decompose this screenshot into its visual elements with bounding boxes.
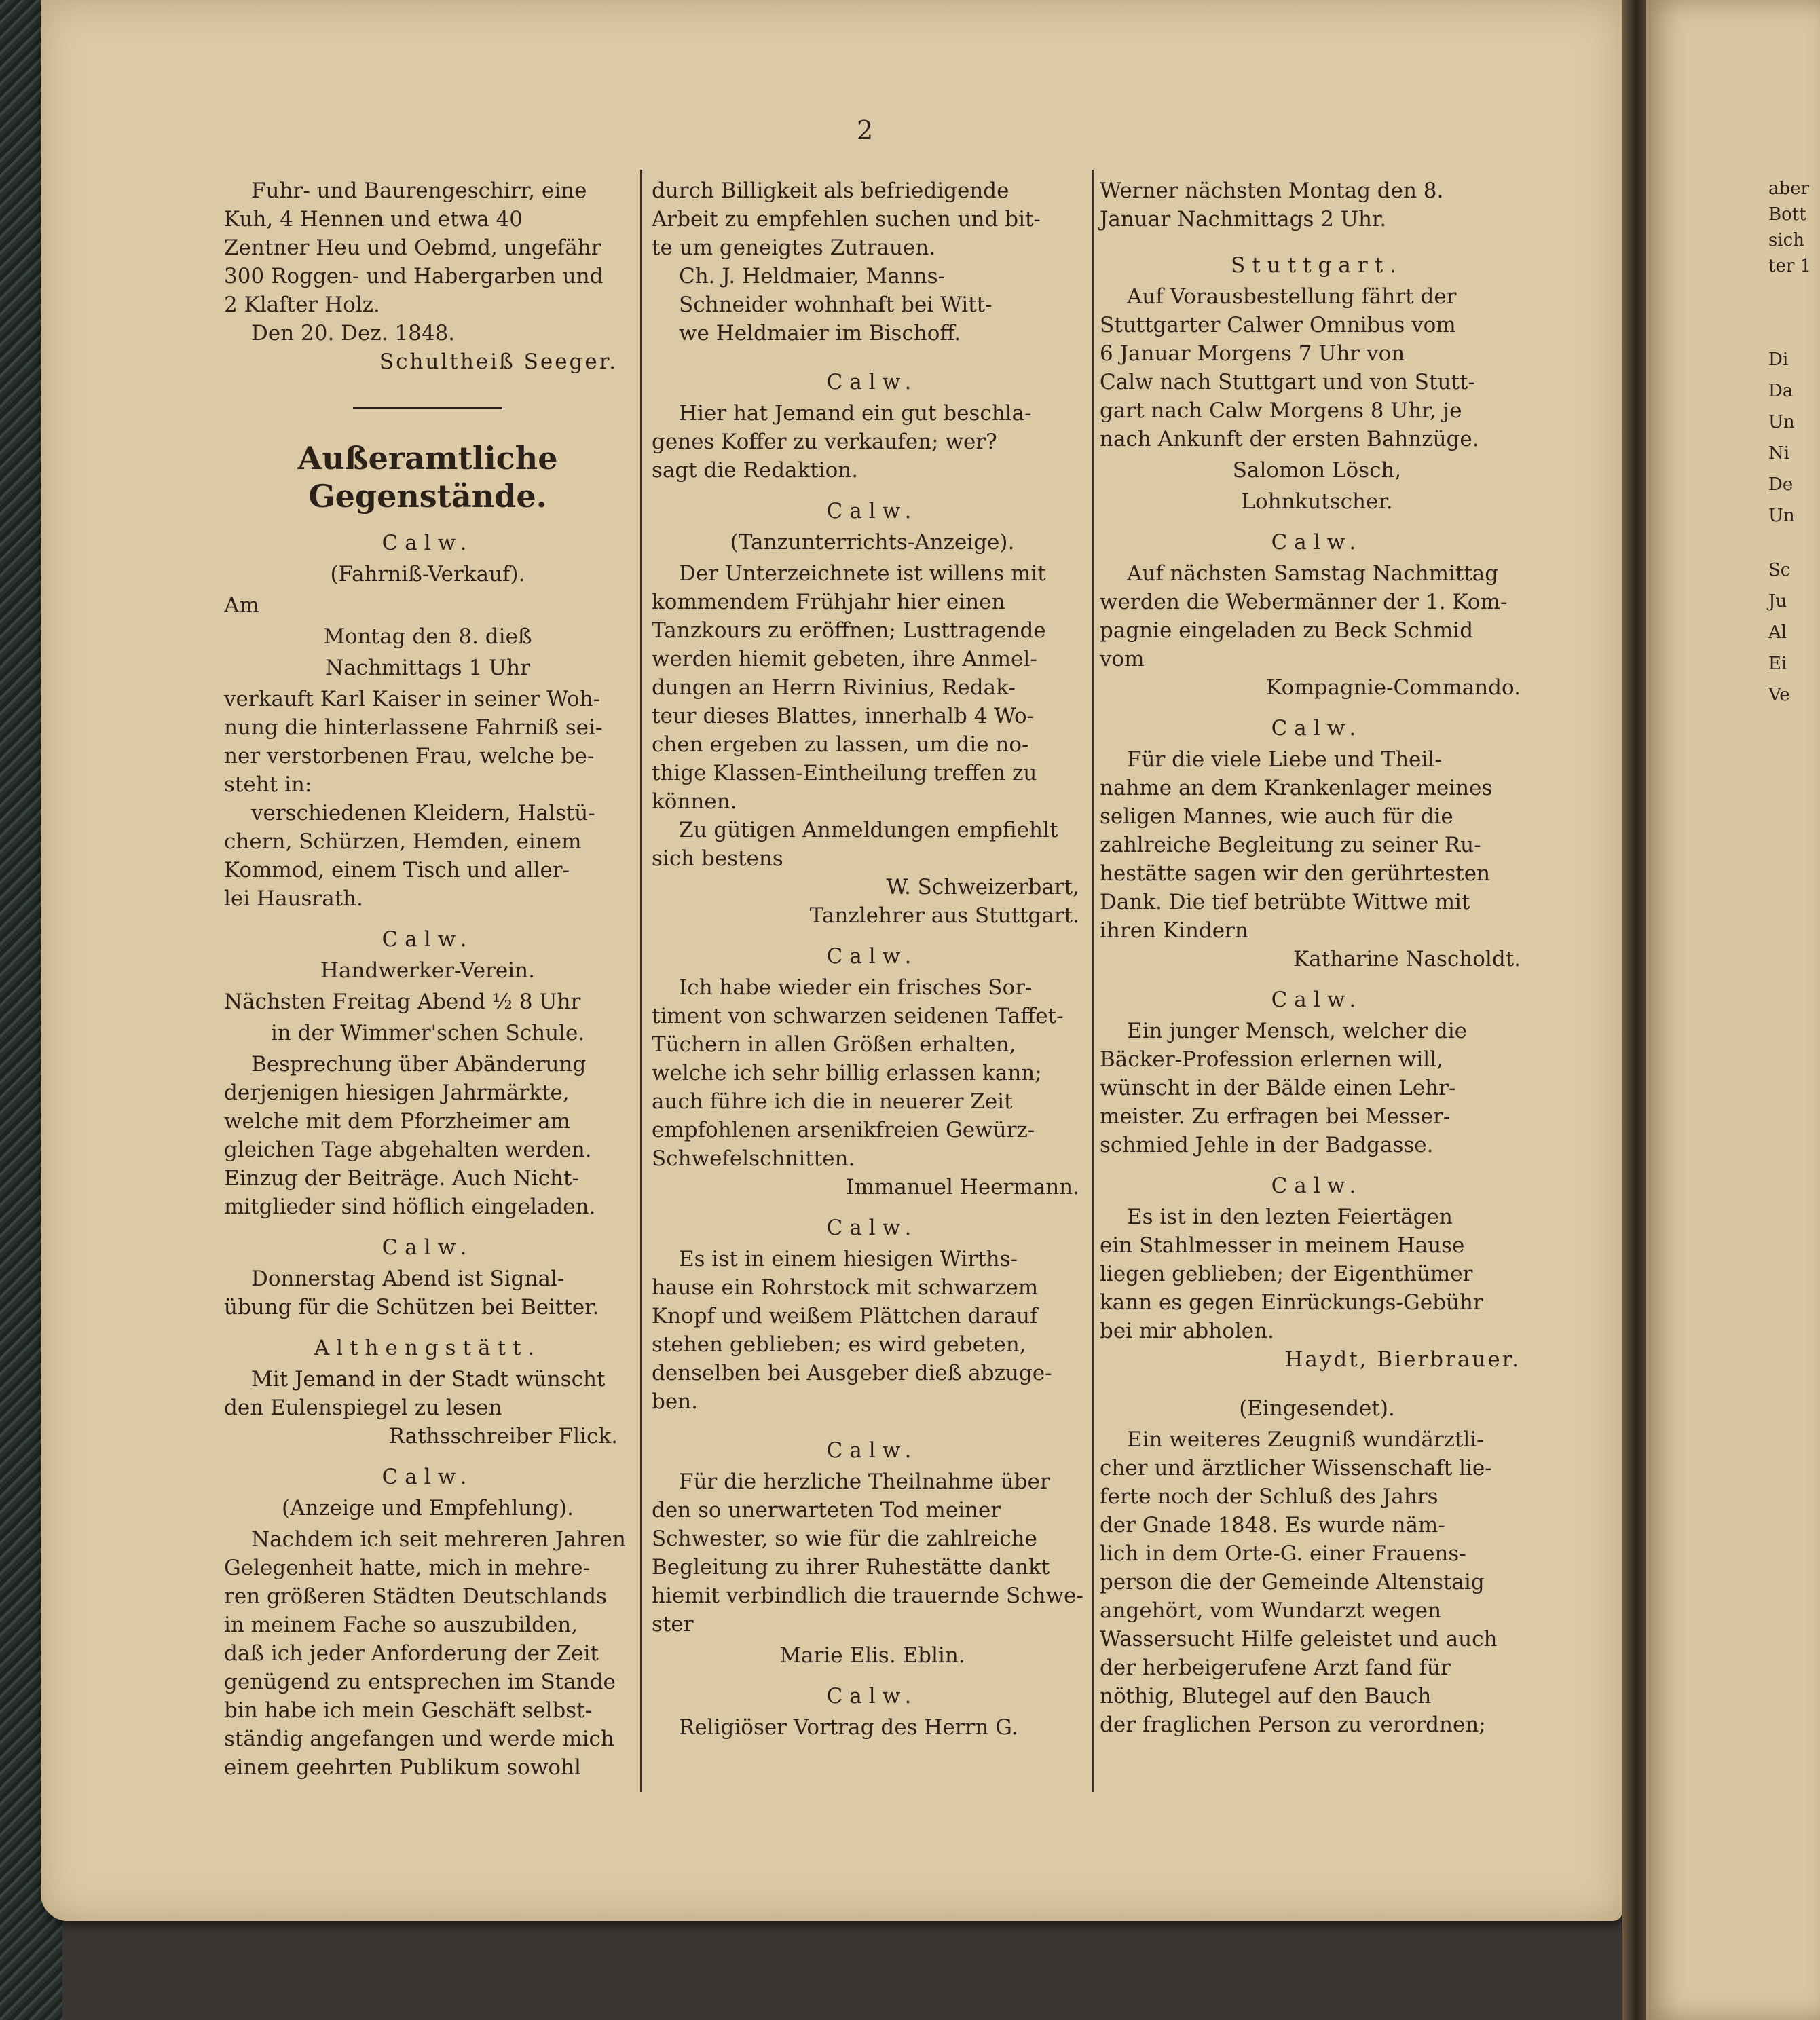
text-line: werden die Webermänner der 1. Kom- [1100, 590, 1508, 614]
notice-signature: Tanzlehrer aus Stuttgart. [809, 903, 1079, 928]
text-line: genügend zu entsprechen im Stande [224, 1670, 616, 1694]
section-rule [353, 407, 502, 409]
notice-signature: Schneider wohnhaft bei Witt- [679, 293, 992, 317]
text-line: ner verstorbenen Frau, welche be- [224, 744, 595, 768]
text-line: verkauft Karl Kaiser in seiner Woh- [224, 687, 601, 711]
text-line: Es ist in den lezten Feiertägen [1127, 1205, 1453, 1229]
text-line: Für die viele Liebe und Theil- [1127, 747, 1442, 772]
next-page-fragment: ter 1 [1768, 256, 1812, 276]
notice-signature: Katharine Nascholdt. [1293, 947, 1521, 971]
notice [652, 497, 1093, 930]
text-line: kommendem Frühjahr hier einen [652, 590, 1005, 614]
text-line: Auf nächsten Samstag Nachmittag [1127, 561, 1499, 586]
text-line: lich in dem Orte-G. einer Frauens- [1100, 1541, 1466, 1566]
column-divider [640, 170, 642, 1792]
text-line: ster [652, 1612, 694, 1636]
text-line: auch führe ich die in neuerer Zeit [652, 1089, 1013, 1114]
text-line: Tüchern in allen Größen erhalten, [652, 1032, 1016, 1057]
text-line: Ich habe wieder ein frisches Sor- [679, 975, 1033, 1000]
next-page-fragment: Di [1768, 350, 1789, 370]
text-line: der Gnade 1848. Es wurde näm- [1100, 1513, 1445, 1537]
text-line: Kommod, einem Tisch und aller- [224, 858, 570, 882]
text-line: dungen an Herrn Rivinius, Redak- [652, 675, 1016, 700]
text-line: empfohlenen arsenikfreien Gewürz- [652, 1118, 1035, 1142]
notice [652, 1436, 1093, 1670]
next-page-fragment: Sc [1768, 560, 1791, 580]
text-line: thige Klassen-Eintheilung treffen zu [652, 761, 1037, 785]
text-line: durch Billigkeit als befriedigende [652, 179, 1009, 203]
text-line: pagnie eingeladen zu Beck Schmid [1100, 618, 1474, 643]
text-line: ben. [652, 1389, 699, 1414]
text-line: schmied Jehle in der Badgasse. [1100, 1133, 1434, 1157]
text-line: Für die herzliche Theilnahme über [679, 1470, 1050, 1494]
text-line: denselben bei Ausgeber dieß abzuge- [652, 1361, 1052, 1385]
text-line: der fraglichen Person zu verordnen; [1100, 1713, 1486, 1737]
text-line: in der Wimmer'schen Schule. [270, 1021, 585, 1045]
notice-place: Calw. [382, 927, 474, 952]
text-line: Nächsten Freitag Abend ½ 8 Uhr [224, 990, 581, 1014]
text-line: Bäcker-Profession erlernen will, [1100, 1047, 1443, 1072]
notice-subtitle: (Eingesendet). [1239, 1396, 1395, 1421]
text-line: übung für die Schützen bei Beitter. [224, 1295, 599, 1320]
notice-continuation [652, 176, 1093, 348]
text-line: Knopf und weißem Plättchen darauf [652, 1304, 1038, 1328]
text-line: vom [1100, 647, 1145, 671]
text-line: mitglieder sind höflich eingeladen. [224, 1195, 596, 1219]
next-page-fragment: De [1768, 474, 1794, 495]
text-line: bin habe ich mein Geschäft selbst- [224, 1698, 593, 1723]
text-line: Dank. Die tief betrübte Wittwe mit [1100, 890, 1470, 914]
notice-place: Calw. [826, 944, 918, 969]
text-line: derjenigen hiesigen Jahrmärkte, [224, 1081, 570, 1105]
text-line: Fuhr- und Baurengeschirr, eine [251, 179, 587, 203]
notice [224, 1233, 631, 1322]
text-line: angehört, vom Wundarzt wegen [1100, 1598, 1442, 1623]
notice [1100, 986, 1534, 1159]
text-line: können. [652, 789, 737, 814]
adjacent-page-edge [1646, 0, 1820, 2020]
text-line: seligen Mannes, wie auch für die [1100, 804, 1453, 829]
text-line: nahme an dem Krankenlager meines [1100, 776, 1493, 800]
notice [224, 925, 631, 1221]
text-line: Kuh, 4 Hennen und etwa 40 [224, 207, 523, 231]
text-line: gleichen Tage abgehalten werden. [224, 1138, 592, 1162]
notice [1100, 251, 1534, 516]
text-line: Schwester, so wie für die zahlreiche [652, 1527, 1037, 1551]
next-page-fragment: Ni [1768, 443, 1790, 464]
text-line: stehen geblieben; es wird gebeten, [652, 1332, 1026, 1357]
text-line: Auf Vorausbestellung fährt der [1127, 284, 1457, 309]
notice [652, 1214, 1093, 1416]
text-line: verschiedenen Kleidern, Halstü- [251, 801, 595, 825]
notice-signature: Marie Elis. Eblin. [779, 1643, 965, 1668]
text-line: 2 Klafter Holz. [224, 293, 380, 317]
text-line: chen ergeben zu lassen, um die no- [652, 732, 1029, 757]
text-line: zahlreiche Begleitung zu seiner Ru- [1100, 833, 1481, 857]
text-line: Calw nach Stuttgart und von Stutt- [1100, 370, 1475, 394]
notice-place: Calw. [826, 499, 918, 523]
notice [1100, 714, 1534, 973]
text-line: Besprechung über Abänderung [251, 1052, 587, 1077]
text-line: 6 Januar Morgens 7 Uhr von [1100, 341, 1405, 366]
notice-place: Calw. [1271, 988, 1363, 1012]
notice [224, 1463, 631, 1782]
text-line: Wassersucht Hilfe geleistet und auch [1100, 1627, 1498, 1651]
notice [1100, 1394, 1534, 1739]
text-line: nöthig, Blutegel auf den Bauch [1100, 1684, 1432, 1708]
notice-date: Den 20. Dez. 1848. [251, 321, 456, 345]
notice [1100, 1172, 1534, 1374]
text-line: Religiöser Vortrag des Herrn G. [679, 1715, 1018, 1740]
text-line: Schwefelschnitten. [652, 1146, 855, 1171]
text-line: Einzug der Beiträge. Auch Nicht- [224, 1166, 579, 1191]
notice-signature: Ch. J. Heldmaier, Manns- [679, 264, 946, 288]
notice-signature: Immanuel Heermann. [846, 1175, 1079, 1199]
notice-place: Calw. [826, 370, 918, 394]
text-line: Ein weiteres Zeugniß wundärztli- [1127, 1427, 1484, 1452]
next-page-fragment: Al [1768, 622, 1787, 643]
text-line: cher und ärztlicher Wissenschaft lie- [1100, 1456, 1492, 1480]
text-line: Es ist in einem hiesigen Wirths- [679, 1247, 1018, 1271]
next-page-fragment: Ve [1768, 685, 1790, 705]
next-page-fragment: Da [1768, 381, 1794, 401]
notice-place: Calw. [826, 1438, 918, 1463]
next-page-fragment: aber [1768, 179, 1809, 199]
text-line: ihren Kindern [1100, 918, 1248, 943]
notice-signature: Haydt, Bierbrauer. [1284, 1347, 1521, 1372]
text-line: steht in: [224, 772, 312, 797]
text-line: lei Hausrath. [224, 886, 363, 911]
text-line: werden hiemit gebeten, ihre Anmel- [652, 647, 1037, 671]
text-line: hause ein Rohrstock mit schwarzem [652, 1275, 1039, 1300]
notice-place: Calw. [1271, 716, 1363, 741]
text-line: Zu gütigen Anmeldungen empfiehlt [679, 818, 1058, 842]
text-line: nung die hinterlassene Fahrniß sei- [224, 715, 603, 740]
text-line: Der Unterzeichnete ist willens mit [679, 561, 1046, 586]
text-line: meister. Zu erfragen bei Messer- [1100, 1104, 1451, 1129]
notice [652, 368, 1093, 485]
notice-place: Calw. [382, 1235, 474, 1260]
page-number: 2 [857, 115, 874, 145]
notice-place: Calw. [1271, 1174, 1363, 1198]
notice-signature: Rathsschreiber Flick. [388, 1424, 618, 1448]
column-3 [1100, 176, 1534, 1739]
notice-signature: W. Schweizerbart, [886, 875, 1079, 899]
notice-subtitle: (Tanzunterrichts-Anzeige). [730, 530, 1015, 555]
text-line: Hier hat Jemand ein gut beschla- [679, 401, 1032, 426]
text-line: liegen geblieben; der Eigenthümer [1100, 1262, 1473, 1286]
text-line: Nachmittags 1 Uhr [325, 656, 530, 680]
text-line: Werner nächsten Montag den 8. [1100, 179, 1444, 203]
notice-subtitle: (Fahrniß-Verkauf). [330, 562, 525, 586]
notice-signature: Lohnkutscher. [1241, 489, 1393, 514]
notice-subtitle: Handwerker-Verein. [320, 958, 535, 983]
text-line: 300 Roggen- und Habergarben und [224, 264, 603, 288]
text-line: Tanzkours zu eröffnen; Lusttragende [652, 618, 1046, 643]
text-line: ein Stahlmesser in meinem Hause [1100, 1233, 1465, 1258]
text-line: person die der Gemeinde Altenstaig [1100, 1570, 1485, 1594]
text-line: Ein junger Mensch, welcher die [1127, 1019, 1468, 1043]
next-page-fragment: Un [1768, 412, 1795, 432]
next-page-fragment: Ei [1768, 654, 1787, 674]
notice-place: Althengstätt. [314, 1336, 542, 1360]
notice-place: Calw. [826, 1216, 918, 1240]
text-line: timent von schwarzen seidenen Taffet- [652, 1004, 1064, 1028]
column-1 [224, 176, 631, 1782]
notice [224, 529, 631, 913]
notice-place: Calw. [382, 531, 474, 555]
text-line: den so unerwarteten Tod meiner [652, 1498, 1001, 1522]
text-line: ren größeren Städten Deutschlands [224, 1584, 607, 1609]
notice-signature: Kompagnie-Commando. [1266, 675, 1521, 700]
text-line: wünscht in der Bälde einen Lehr- [1100, 1076, 1456, 1100]
text-line: Stuttgarter Calwer Omnibus vom [1100, 313, 1456, 337]
text-line: Nachdem ich seit mehreren Jahren [251, 1527, 626, 1552]
text-line: hiemit verbindlich die trauernde Schwe- [652, 1584, 1083, 1608]
text-line: teur dieses Blattes, innerhalb 4 Wo- [652, 704, 1035, 728]
notice-place: Calw. [826, 1684, 918, 1708]
text-line: Am [224, 593, 259, 618]
notice-continuation [224, 176, 631, 376]
text-line: der herbeigerufene Arzt fand für [1100, 1656, 1451, 1680]
text-line: te um geneigtes Zutrauen. [652, 236, 936, 260]
text-line: einem geehrten Publikum sowohl [224, 1755, 581, 1780]
text-line: gart nach Calw Morgens 8 Uhr, je [1100, 398, 1462, 423]
text-line: ständig angefangen und werde mich [224, 1727, 614, 1751]
next-page-fragment: Bott [1768, 204, 1806, 225]
text-line: bei mir abholen. [1100, 1319, 1274, 1343]
next-page-fragment: Un [1768, 506, 1795, 526]
text-line: Zentner Heu und Oebmd, ungefähr [224, 236, 601, 260]
notice-continuation [1100, 176, 1534, 233]
notice-signature: Salomon Lösch, [1232, 458, 1402, 483]
notice-signature: we Heldmaier im Bischoff. [679, 321, 961, 345]
column-2 [652, 176, 1093, 1742]
text-line: Donnerstag Abend ist Signal- [251, 1267, 565, 1291]
text-line: Januar Nachmittags 2 Uhr. [1100, 207, 1387, 231]
notice-place: Calw. [382, 1465, 474, 1489]
section-heading: Außeramtliche Gegenstände. [297, 440, 558, 515]
text-line: chern, Schürzen, Hemden, einem [224, 829, 582, 854]
text-line: in meinem Fache so auszubilden, [224, 1613, 578, 1637]
text-line: daß ich jeder Anforderung der Zeit [224, 1641, 599, 1666]
notice-place: Calw. [1271, 530, 1363, 555]
notice [652, 942, 1093, 1201]
text-line: genes Koffer zu verkaufen; wer? [652, 430, 997, 454]
text-line: sagt die Redaktion. [652, 458, 859, 483]
text-line: Begleitung zu ihrer Ruhestätte dankt [652, 1555, 1050, 1579]
notice-signature: Schultheiß Seeger. [379, 350, 618, 374]
page-gutter [1622, 0, 1650, 2020]
notice [224, 1334, 631, 1451]
next-page-fragment: sich [1768, 230, 1804, 250]
notice [1100, 528, 1534, 702]
text-line: ferte noch der Schluß des Jahrs [1100, 1484, 1438, 1509]
text-line: den Eulenspiegel zu lesen [224, 1396, 502, 1420]
notice-place: Stuttgart. [1230, 253, 1404, 278]
notice [652, 1682, 1093, 1742]
text-line: kann es gegen Einrückungs-Gebühr [1100, 1290, 1483, 1315]
text-line: Montag den 8. dieß [323, 624, 532, 649]
text-line: welche mit dem Pforzheimer am [224, 1109, 571, 1134]
text-line: Gelegenheit hatte, mich in mehre- [224, 1556, 591, 1580]
text-line: nach Ankunft der ersten Bahnzüge. [1100, 427, 1479, 451]
text-line: Arbeit zu empfehlen suchen und bit- [652, 207, 1041, 231]
text-line: hestätte sagen wir den gerührtesten [1100, 861, 1491, 886]
notice-subtitle: (Anzeige und Empfehlung). [281, 1496, 574, 1520]
text-line: Mit Jemand in der Stadt wünscht [251, 1367, 606, 1391]
next-page-fragment: Ju [1768, 591, 1787, 612]
text-line: sich bestens [652, 846, 783, 871]
text-line: welche ich sehr billig erlassen kann; [652, 1061, 1042, 1085]
